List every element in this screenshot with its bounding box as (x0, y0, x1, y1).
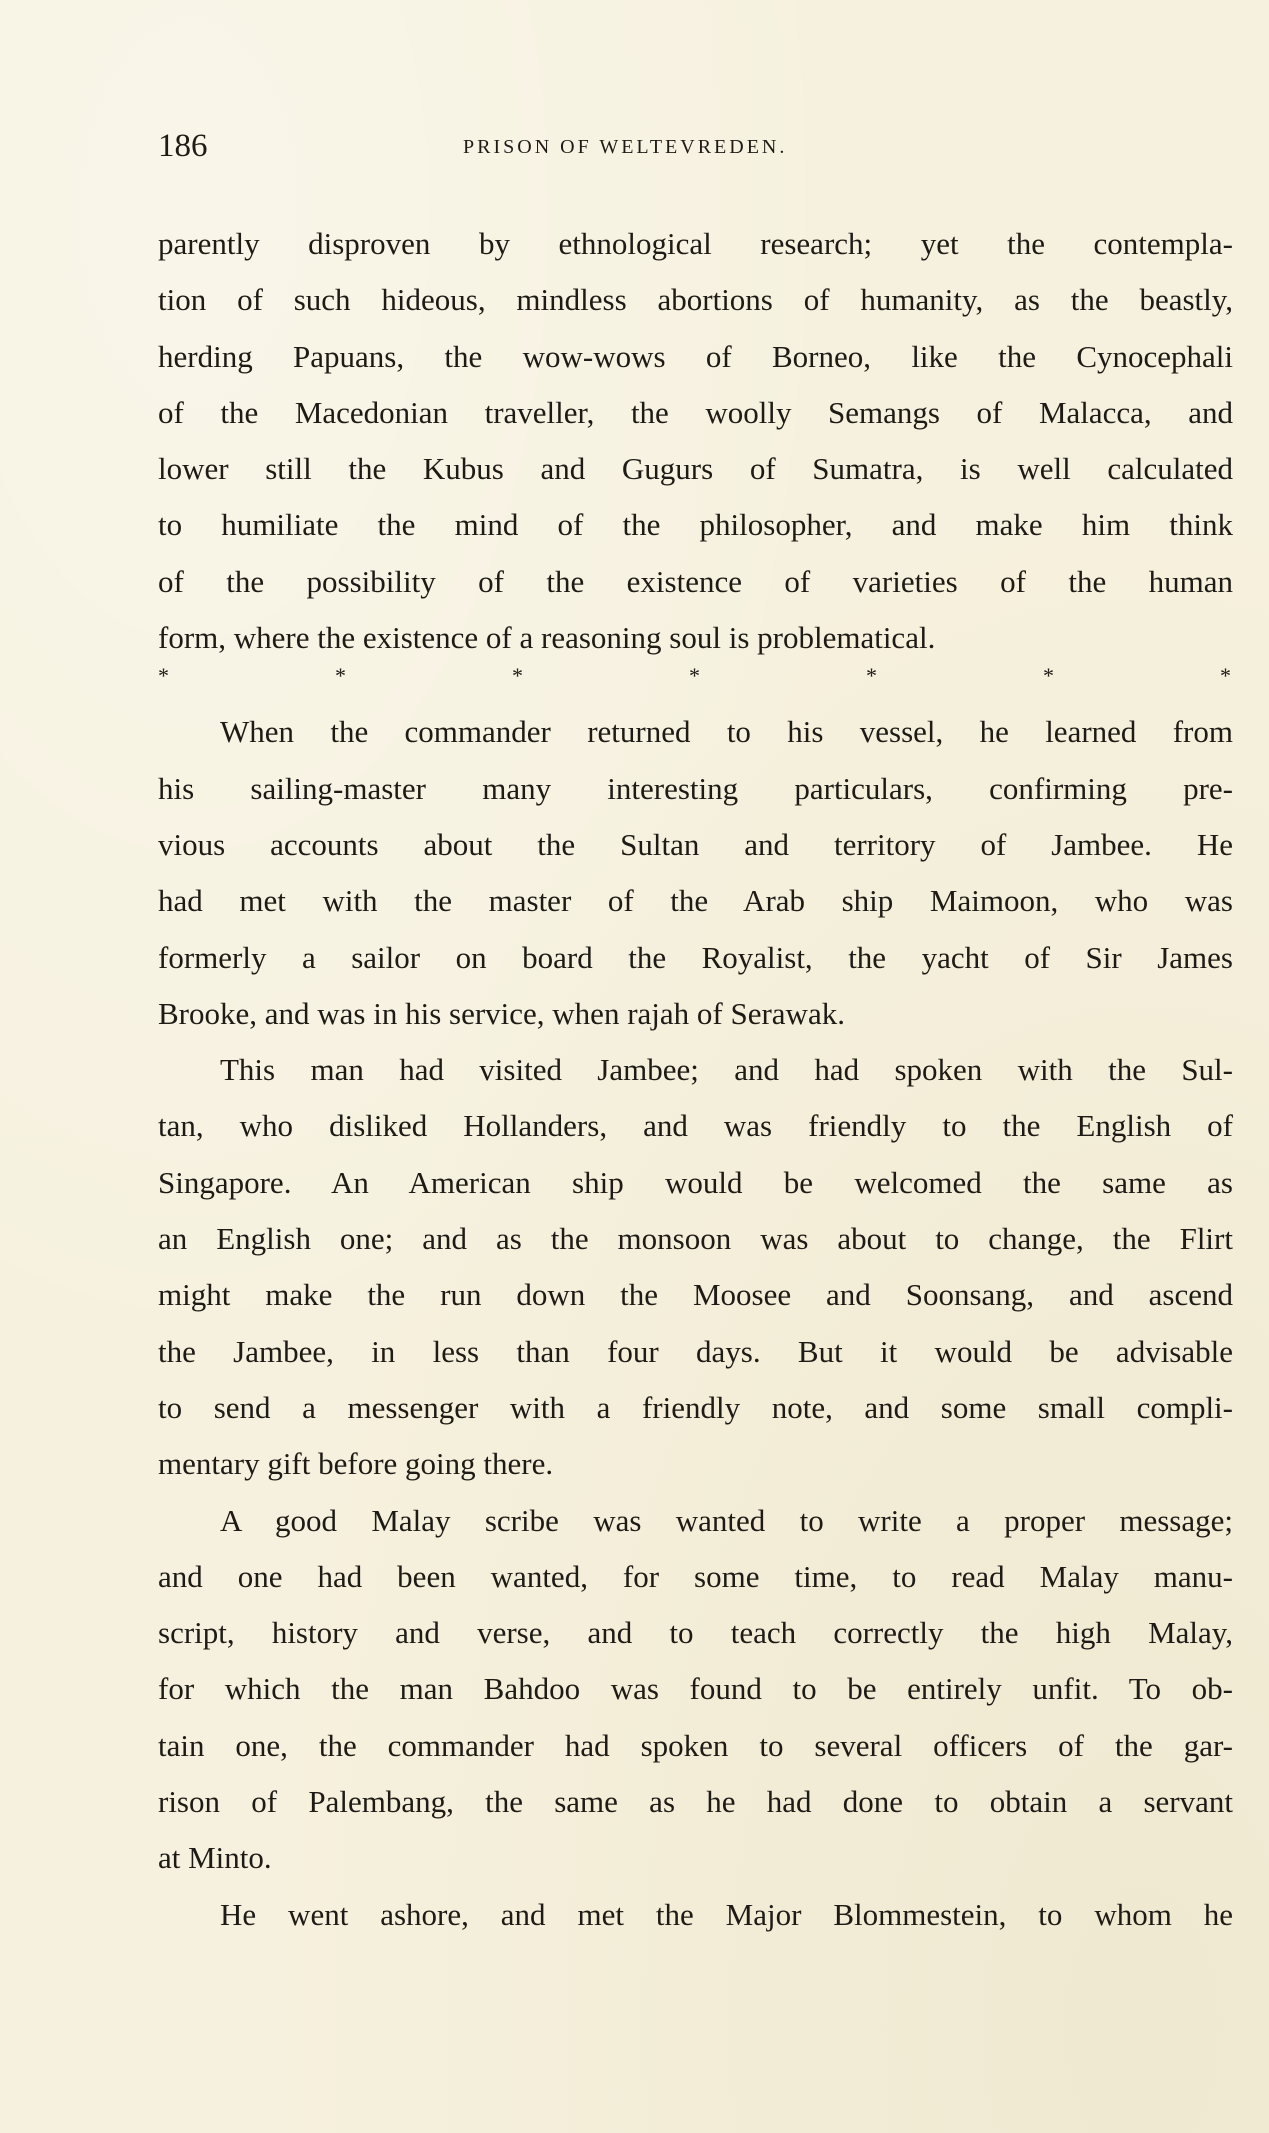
paragraph (158, 216, 1233, 666)
text-line: for which the man Bahdoo was found to be entirely unfit. To ob- (158, 1671, 1233, 1707)
text-line: script, history and verse, and to teach correctly the high Malay, (158, 1615, 1233, 1651)
text-line: tan, who disliked Hollanders, and was friendly to the English of (158, 1108, 1233, 1144)
text-line: A good Malay scribe was wanted to write a proper message; (220, 1502, 1233, 1538)
text-line: formerly a sailor on board the Royalist, the yacht of Sir James (158, 939, 1233, 975)
body-text (158, 216, 1233, 1943)
text-line: mentary gift before going there. (158, 1446, 554, 1482)
text-line: form, where the existence of a reasoning soul is problematical. (158, 620, 936, 656)
text-line: vious accounts about the Sultan and territory of Jambee. He (158, 826, 1233, 862)
asterisk: * (335, 663, 346, 689)
asterisk: * (866, 663, 877, 689)
text-line: tain one, the commander had spoken to several officers of the gar- (158, 1727, 1233, 1763)
text-line: to send a messenger with a friendly note, and some small compli- (158, 1389, 1233, 1425)
asterisk: * (158, 663, 169, 689)
text-line: had met with the master of the Arab ship Maimoon, who was (158, 883, 1233, 919)
text-line: lower still the Kubus and Gugurs of Sumatra, is well calculated (158, 451, 1233, 487)
text-line: Brooke, and was in his service, when rajah of Serawak. (158, 995, 845, 1031)
text-line: rison of Palembang, the same as he had done to obtain a servant (158, 1784, 1233, 1820)
text-line: herding Papuans, the wow-wows of Borneo, like the Cynocephali (158, 338, 1233, 374)
text-line: He went ashore, and met the Major Blommestein, to whom he (220, 1896, 1233, 1932)
paragraph (158, 1493, 1233, 1887)
running-head: PRISON OF WELTEVREDEN. (463, 136, 788, 158)
paragraph (158, 704, 1233, 1042)
text-line: of the Macedonian traveller, the woolly Semangs of Malacca, and (158, 394, 1233, 430)
text-line: at Minto. (158, 1840, 272, 1876)
paragraph (158, 1887, 1233, 1943)
text-line: to humiliate the mind of the philosopher, and make him think (158, 507, 1233, 543)
text-line: Singapore. An American ship would be welcomed the same as (158, 1164, 1233, 1200)
asterisk: * (1220, 663, 1231, 689)
text-line: parently disproven by ethnological research; yet the contempla- (158, 226, 1233, 261)
text-line: of the possibility of the existence of varieties of the human (158, 563, 1233, 599)
asterisk: * (1043, 663, 1054, 689)
text-line: the Jambee, in less than four days. But it would be advisable (158, 1333, 1233, 1369)
text-line: and one had been wanted, for some time, to read Malay manu- (158, 1558, 1233, 1594)
asterisk: * (689, 663, 700, 689)
text-line: When the commander returned to his vessel, he learned from (220, 714, 1233, 750)
text-line: tion of such hideous, mindless abortions of humanity, as the beastly, (158, 282, 1233, 318)
text-line: his sailing-master many interesting particulars, confirming pre- (158, 770, 1233, 806)
page-header (158, 126, 1233, 166)
asterisk: * (512, 663, 523, 689)
text-line: This man had visited Jambee; and had spoken with the Sul- (220, 1052, 1233, 1088)
text-line: might make the run down the Moosee and Soonsang, and ascend (158, 1277, 1233, 1313)
text-line: an English one; and as the monsoon was about to change, the Flirt (158, 1221, 1233, 1257)
page-number: 186 (158, 128, 208, 164)
paragraph (158, 1042, 1233, 1492)
